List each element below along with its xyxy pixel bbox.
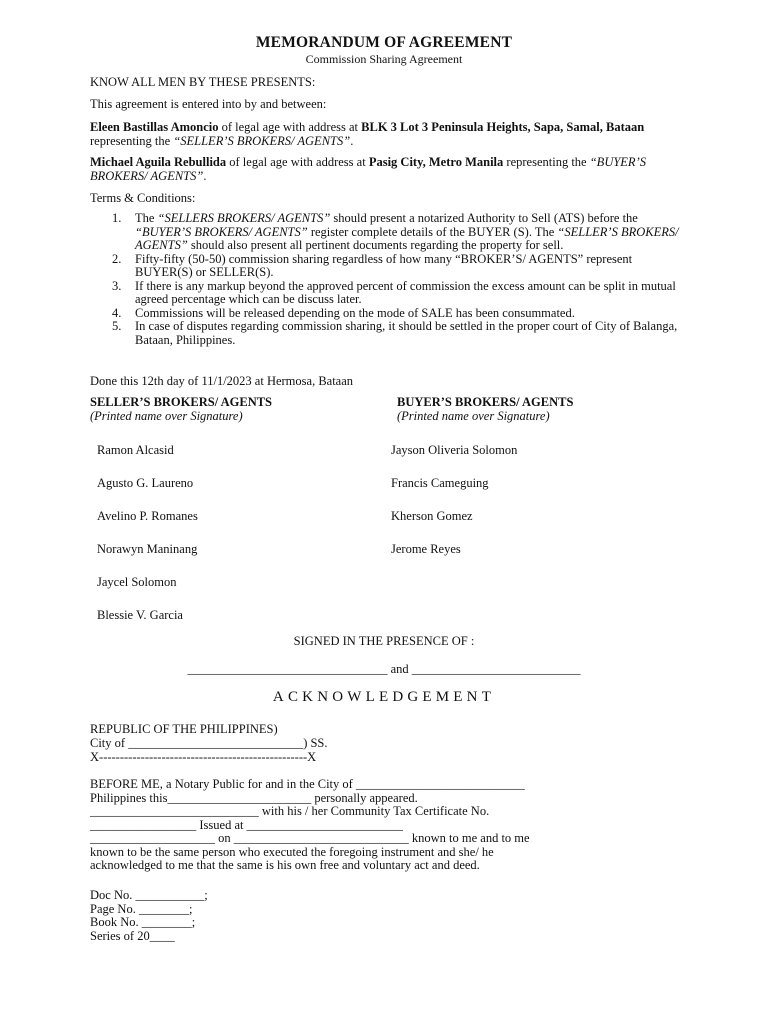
doc-no-line: Doc No. ___________; [90, 888, 208, 902]
party-two-role: “BUYER’S BROKERS/ AGENTS” [90, 155, 646, 183]
term-item [90, 307, 680, 321]
seller-name: Jaycel Solomon [97, 575, 177, 589]
sellers-heading: SELLER’S BROKERS/ AGENTS [90, 395, 273, 409]
party-one-name: Eleen Bastillas Amoncio [90, 120, 219, 134]
notary-line: BEFORE ME, a Notary Public for and in the City of ___________________________ [90, 777, 525, 791]
notary-line: acknowledged to me that the same is his own free and voluntary act and deed. [90, 858, 480, 872]
term-item [90, 280, 680, 307]
term-text: In case of disputes regarding commission sharing, it should be settled in the proper court of City of Balanga, Bataan, Philippines. [135, 319, 678, 347]
term-number: 1. [112, 211, 122, 225]
party-one-role: “SELLER’S BROKERS/ AGENTS” [173, 133, 351, 148]
term-number: 5. [112, 319, 122, 333]
city-line: City of ____________________________) SS. [90, 736, 328, 750]
entered-line: This agreement is entered into by and between: [90, 97, 327, 111]
party-one-rep: representing the [90, 133, 174, 148]
term-emphasis: “BUYER’S BROKERS/ AGENTS” [135, 224, 308, 239]
done-line: Done this 12th day of 11/1/2023 at Hermosa, Bataan [90, 374, 354, 388]
acknowledgement-title: ACKNOWLEDGEMENT [272, 689, 496, 705]
term-item [90, 253, 680, 280]
party-one-address: BLK 3 Lot 3 Peninsula Heights, Sapa, Samal, Bataan [361, 120, 645, 134]
party-one-paragraph [90, 121, 680, 148]
term-number: 4. [112, 305, 122, 320]
buyer-name: Kherson Gomez [391, 509, 473, 523]
buyers-heading: BUYER’S BROKERS/ AGENTS [397, 395, 574, 409]
party-two-name: Michael Aguila Rebullida [90, 155, 227, 169]
notary-line: Philippines this_______________________ personally appeared. [90, 790, 418, 805]
x-line: X--------------------------------------------------X [90, 750, 317, 764]
term-item [90, 212, 680, 253]
party-two-address: Pasig City, Metro Manila [368, 155, 504, 169]
term-text: The [135, 211, 158, 225]
term-emphasis: “SELLERS BROKERS/ AGENTS” [157, 211, 331, 225]
party-two-text: of legal age with address at [226, 155, 369, 169]
term-number: 3. [112, 278, 122, 293]
term-emphasis: “SELLER’S BROKERS/ AGENTS” [135, 224, 679, 252]
party-two-end: . [203, 168, 207, 183]
document-subtitle: Commission Sharing Agreement [305, 52, 463, 66]
notary-line: ___________________________ with his / her Community Tax Certificate No. [90, 804, 490, 818]
term-text: should also present all pertinent documents regarding the property for sell. [187, 238, 564, 252]
term-text: register complete details of the BUYER (S). The [307, 224, 558, 239]
term-text: should present a notarized Authority to Sell (ATS) before the [330, 211, 638, 225]
notary-line: ____________________ on ____________________________ known to me and to me [90, 831, 530, 845]
party-two-rep: representing the [503, 155, 590, 169]
buyers-subheading: (Printed name over Signature) [397, 409, 550, 423]
seller-name: Avelino P. Romanes [97, 509, 198, 523]
page-no-line: Page No. ________; [90, 901, 193, 916]
signed-label: SIGNED IN THE PRESENCE OF : [293, 634, 475, 648]
know-all-line: KNOW ALL MEN BY THESE PRESENTS: [90, 75, 316, 89]
series-line: Series of 20____ [90, 928, 175, 943]
seller-name: Agusto G. Laureno [97, 476, 194, 490]
term-number: 2. [112, 251, 122, 266]
terms-heading: Terms & Conditions: [90, 191, 196, 205]
notary-body [90, 778, 530, 873]
term-text: Commissions will be released depending on the mode of SALE has been consummated. [135, 305, 575, 320]
buyer-name: Jerome Reyes [391, 542, 461, 556]
witness-signature-lines: ________________________________ and ___________________________ [187, 662, 581, 676]
republic-line: REPUBLIC OF THE PHILIPPINES) [90, 722, 278, 736]
sellers-subheading: (Printed name over Signature) [90, 409, 243, 423]
document-title: MEMORANDUM OF AGREEMENT [255, 34, 513, 51]
doc-entries [90, 889, 208, 943]
buyer-name: Jayson Oliveria Solomon [391, 443, 518, 457]
party-one-text: of legal age with address at [218, 120, 362, 134]
buyer-name: Francis Cameguing [391, 476, 489, 490]
seller-name: Blessie V. Garcia [97, 608, 183, 622]
party-two-paragraph [90, 156, 680, 183]
seller-name: Ramon Alcasid [97, 443, 174, 457]
book-no-line: Book No. ________; [90, 915, 196, 929]
term-item [90, 320, 680, 347]
term-text: If there is any markup beyond the approved percent of commission the excess amount can be split in mutual agreed percentage which can be discuss later. [135, 278, 676, 306]
terms-list [90, 212, 680, 347]
seller-name: Norawyn Maninang [97, 542, 198, 556]
party-one-end: . [350, 133, 354, 148]
term-text: Fifty-fifty (50-50) commission sharing regardless of how many “BROKER’S/ AGENTS” represent BUYER(S) or SELLER(S). [135, 251, 633, 279]
notary-line: known to be the same person who executed the foregoing instrument and she/ he [90, 844, 494, 859]
notary-line: _________________ Issued at _________________________ [90, 817, 403, 832]
